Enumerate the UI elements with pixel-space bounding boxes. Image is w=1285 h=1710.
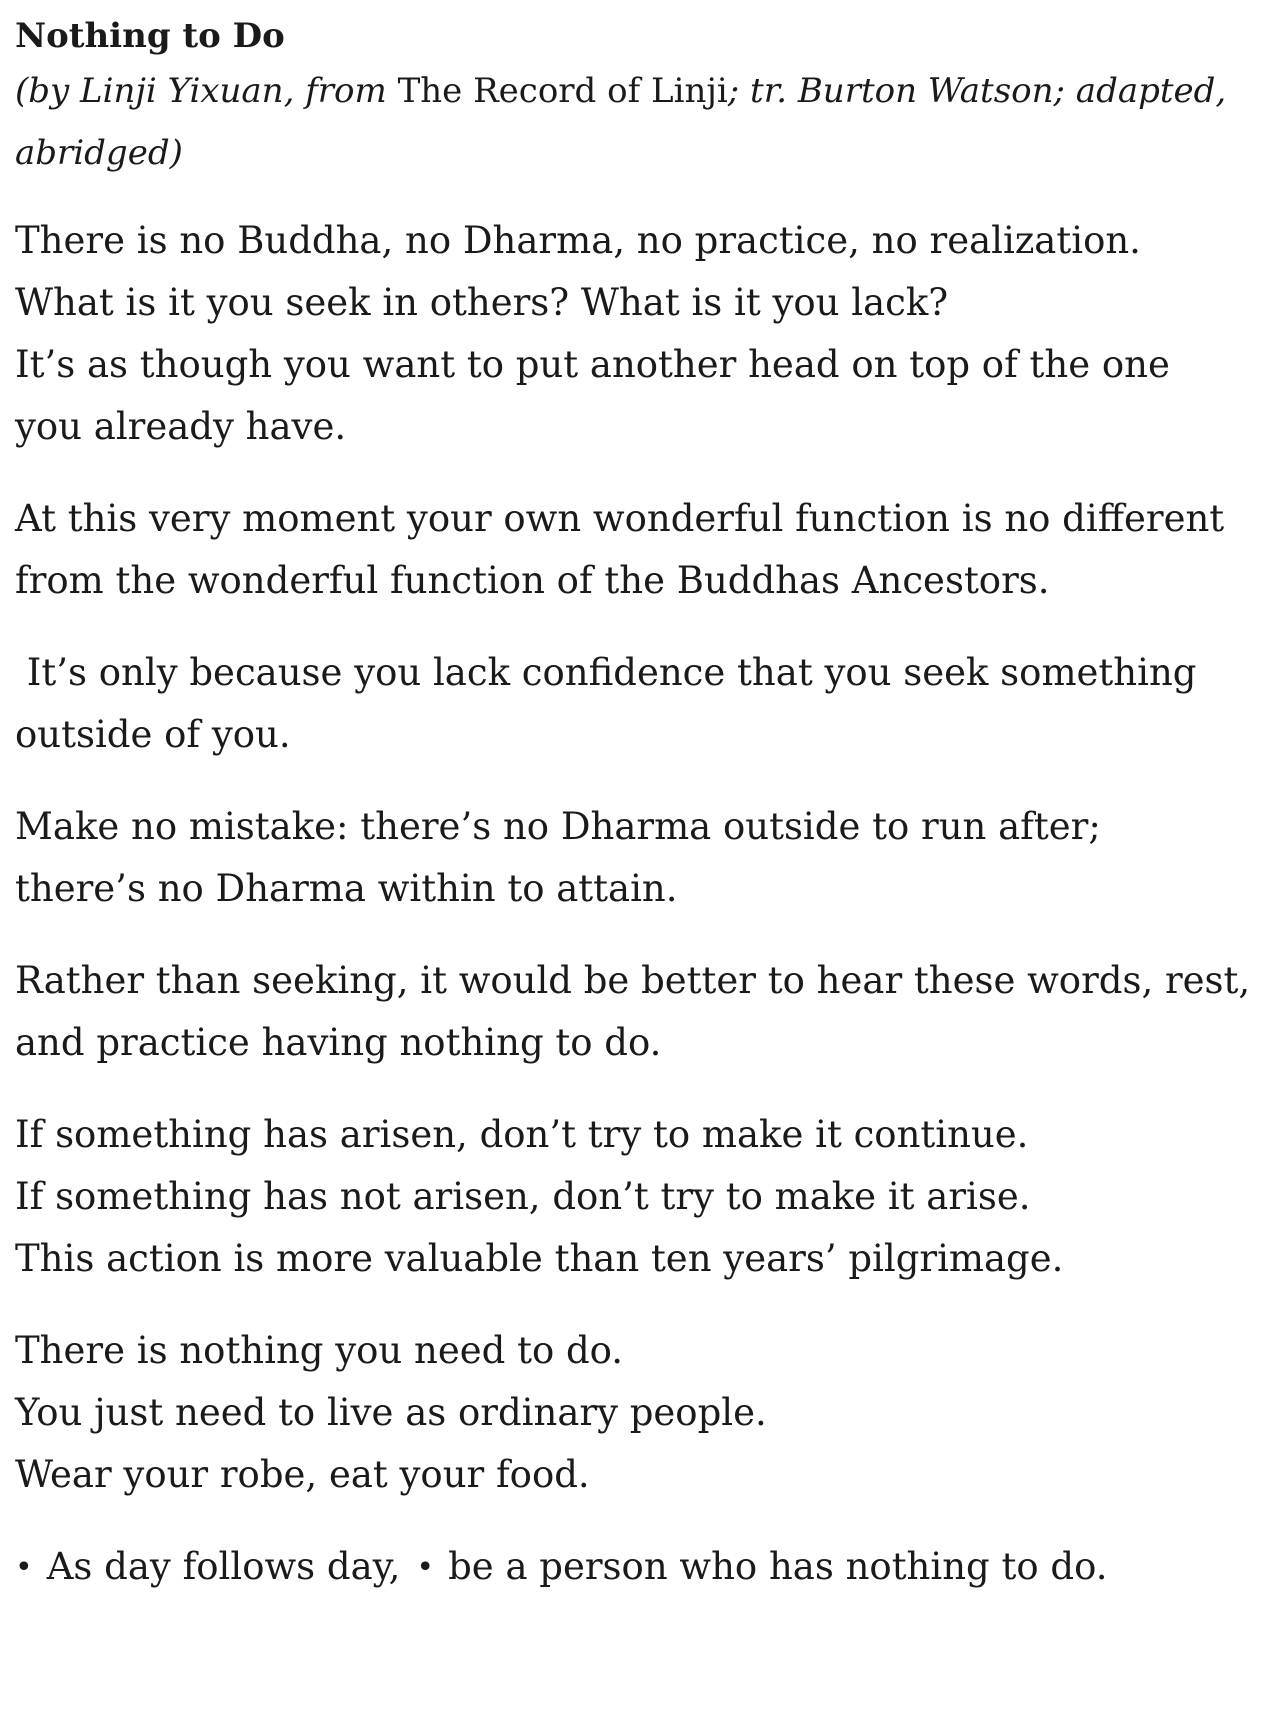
bullet-icon: •	[15, 1550, 33, 1585]
attribution-line-2: abridged)	[15, 133, 183, 173]
stanza-line: Wear your robe, eat your food.	[15, 1453, 590, 1496]
attribution-line-1	[15, 60, 1270, 122]
stanza-2	[15, 488, 1270, 612]
final-part-2: be a person who has nothing to do.	[448, 1545, 1108, 1588]
stanza-line: What is it you seek in others? What is it you lack?	[15, 281, 949, 324]
attribution-work-title: The Record of Linji	[397, 71, 728, 111]
final-line	[15, 1536, 1270, 1599]
attribution	[15, 60, 1270, 184]
stanza-line: If something has arisen, don’t try to make it continue.	[15, 1113, 1029, 1156]
stanza-line: This action is more valuable than ten years’ pilgrimage.	[15, 1237, 1064, 1280]
stanza-line: from the wonderful function of the Buddhas Ancestors.	[15, 559, 1050, 602]
stanza-6	[15, 1104, 1270, 1290]
stanza-line: outside of you.	[15, 713, 291, 756]
stanza-line: there’s no Dharma within to attain.	[15, 867, 678, 910]
stanza-line: Make no mistake: there’s no Dharma outside to run after;	[15, 805, 1101, 848]
attribution-suffix: ; tr. Burton Watson; adapted,	[727, 71, 1227, 111]
stanza-line: There is nothing you need to do.	[15, 1329, 624, 1372]
stanza-5	[15, 950, 1270, 1074]
stanza-line: you already have.	[15, 405, 347, 448]
stanza-4	[15, 796, 1270, 920]
poem-document	[15, 12, 1270, 1599]
poem-title: Nothing to Do	[15, 16, 285, 56]
final-part-1: As day follows day,	[46, 1545, 401, 1588]
stanza-7	[15, 1320, 1270, 1506]
stanza-line: At this very moment your own wonderful function is no different	[15, 497, 1225, 540]
bullet-icon: •	[416, 1550, 435, 1585]
stanza-3	[15, 642, 1270, 766]
stanza-line: It’s as though you want to put another head on top of the one	[15, 343, 1170, 386]
stanza-line: There is no Buddha, no Dharma, no practice, no realization.	[15, 219, 1141, 262]
stanza-line: and practice having nothing to do.	[15, 1021, 662, 1064]
stanza-line: It’s only because you lack confidence that you seek something	[15, 651, 1197, 694]
stanza-line: Rather than seeking, it would be better to hear these words, rest,	[15, 959, 1251, 1002]
stanza-line: If something has not arisen, don’t try to make it arise.	[15, 1175, 1031, 1218]
stanza-list	[15, 210, 1270, 1599]
stanza-line: You just need to live as ordinary people.	[15, 1391, 767, 1434]
stanza-1	[15, 210, 1270, 458]
final-stanza	[15, 1536, 1270, 1599]
attribution-prefix: (by Linji Yixuan, from	[15, 71, 398, 111]
